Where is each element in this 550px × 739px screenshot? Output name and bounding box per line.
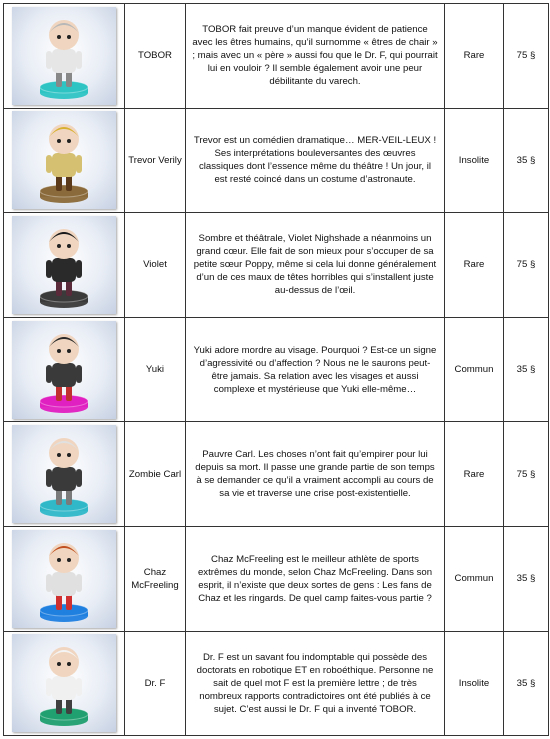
figurine-price: 35 §: [504, 631, 549, 736]
table-row: [4, 422, 549, 527]
figurine-rarity: Insolite: [445, 108, 504, 213]
figurine-image: [12, 111, 116, 209]
figurine-price: 75 §: [504, 4, 549, 109]
table-row: [4, 4, 549, 109]
table-row: [4, 526, 549, 631]
figurine-image: [12, 321, 116, 419]
figurine-name: Zombie Carl: [125, 422, 186, 527]
figurine-icon: [12, 7, 116, 105]
figurine-table-body: [4, 4, 549, 736]
figurine-icon: [12, 530, 116, 628]
figurine-image-cell: [4, 422, 125, 527]
figurine-description: Dr. F est un savant fou indomptable qui possède des doctorats en robotique ET en roboéthique. Personne ne sait de quel mot F est la première lettre ; de très nombreux rapports contradictoires ont été publiés à ce sujet. C’est aussi le Dr. F qui a inventé TOBOR.: [186, 631, 445, 736]
figurine-image-cell: [4, 4, 125, 109]
figurine-description: Chaz McFreeling est le meilleur athlète de sports extrêmes du monde, selon Chaz McFreeling. Dans son esprit, il n’existe que deux sortes de gens : Les fans de Chaz et les ringards. De quel camp faites-vous partie ?: [186, 526, 445, 631]
figurine-description: Yuki adore mordre au visage. Pourquoi ? Est-ce un signe d’agressivité ou d’affection ? Nous ne le saurons peut-être jamais. Sa relation avec les visages et aussi complexe et mystérieuse que Yuki elle-même…: [186, 317, 445, 422]
figurine-price: 35 §: [504, 526, 549, 631]
figurine-image-cell: [4, 213, 125, 318]
figurine-rarity: Rare: [445, 422, 504, 527]
figurine-description: Trevor est un comédien dramatique… MER-VEIL-LEUX ! Ses interprétations bouleversantes des œuvres classiques dont l’essence même du théâtre ! Un jour, il est resté coincé dans un costume d’astronaute.: [186, 108, 445, 213]
figurine-image-cell: [4, 108, 125, 213]
figurine-rarity: Insolite: [445, 631, 504, 736]
figurine-rarity: Commun: [445, 317, 504, 422]
table-row: [4, 631, 549, 736]
figurine-image: [12, 425, 116, 523]
figurine-name: Trevor Verily: [125, 108, 186, 213]
table-row: [4, 317, 549, 422]
figurine-icon: [12, 634, 116, 732]
figurine-name: TOBOR: [125, 4, 186, 109]
figurine-image-cell: [4, 631, 125, 736]
figurine-image: [12, 530, 116, 628]
figurine-description: TOBOR fait preuve d’un manque évident de patience avec les êtres humains, qu’il surnomme « êtres de chair » ; mais avec un « père » aussi fou que le Dr. F, qui pourrait lui en vouloir ? Il semble également avoir une peur débilitante du varech.: [186, 4, 445, 109]
figurine-image: [12, 7, 116, 105]
figurine-icon: [12, 321, 116, 419]
figurine-description: Sombre et théâtrale, Violet Nighshade a néanmoins un grand cœur. Elle fait de son mieux pour s’occuper de sa petite sœur Poppy, même si cela lui donne généralement d’un de ces maux de têtes horribles qui s’installent juste au-dessus de l’œil.: [186, 213, 445, 318]
figurine-description: Pauvre Carl. Les choses n’ont fait qu’empirer pour lui depuis sa mort. Il passe une grande partie de son temps à se demander ce qu’il a vraiment accompli au cours de sa vie et traverse une crise post-existentielle.: [186, 422, 445, 527]
figurine-image: [12, 216, 116, 314]
figurine-icon: [12, 111, 116, 209]
figurine-icon: [12, 216, 116, 314]
figurine-image-cell: [4, 526, 125, 631]
figurine-image: [12, 634, 116, 732]
figurine-image-cell: [4, 317, 125, 422]
figurine-icon: [12, 425, 116, 523]
figurine-rarity: Commun: [445, 526, 504, 631]
figurine-name: Violet: [125, 213, 186, 318]
figurine-rarity: Rare: [445, 213, 504, 318]
figurine-table: [3, 3, 549, 736]
table-row: [4, 213, 549, 318]
figurine-price: 35 §: [504, 108, 549, 213]
figurine-price: 75 §: [504, 422, 549, 527]
figurine-name: Dr. F: [125, 631, 186, 736]
figurine-price: 35 §: [504, 317, 549, 422]
figurine-rarity: Rare: [445, 4, 504, 109]
table-row: [4, 108, 549, 213]
figurine-name: Yuki: [125, 317, 186, 422]
figurine-price: 75 §: [504, 213, 549, 318]
figurine-name: Chaz McFreeling: [125, 526, 186, 631]
